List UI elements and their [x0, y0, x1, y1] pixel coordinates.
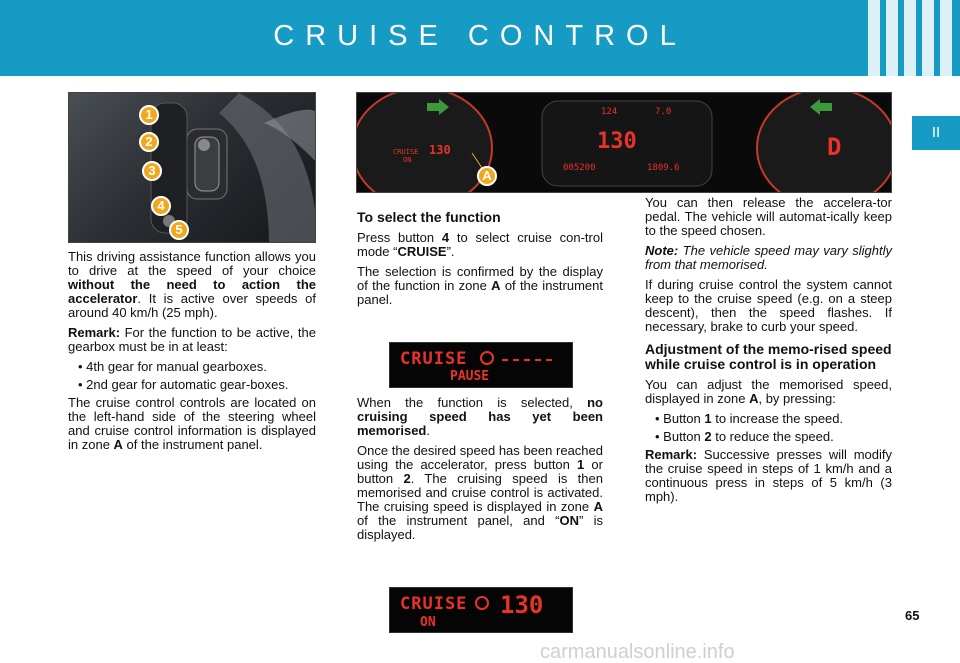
- instrument-panel-photo: [356, 92, 892, 193]
- dash-trip: 1809.6: [647, 163, 680, 173]
- speedometer-icon: [480, 351, 494, 365]
- callout-3: 3: [142, 161, 162, 181]
- dash-cruise-label: CRUISE: [393, 148, 419, 156]
- select-function-heading: To select the function: [357, 209, 501, 225]
- dash-on-label: ON: [403, 156, 412, 164]
- lcd-on-line2: ON: [420, 615, 436, 630]
- lcd-pause-line2: PAUSE: [450, 369, 490, 384]
- dash-gear-indicator: D: [827, 133, 842, 161]
- select-p1: Press button 4 to select cruise con-trol mode “CRUISE”.: [357, 230, 603, 259]
- column-intro: [68, 250, 316, 458]
- column-adjustment: [645, 196, 892, 510]
- controls-paragraph: The cruise control controls are located on the left-hand side of the steering wheel and cruise control information is displayed in zone A of the instrument panel.: [68, 395, 316, 452]
- dash-odometer: 005200: [563, 163, 596, 173]
- select-p3: When the function is selected, no cruising speed has yet been memorised.: [357, 395, 603, 438]
- callout-2: 2: [139, 132, 159, 152]
- remark-paragraph: Remark: For the function to be active, the gearbox must be in at least:: [68, 325, 316, 354]
- note-paragraph: Note: The vehicle speed may vary slightly from that memorised.: [645, 243, 892, 272]
- system-limit-paragraph: If during cruise control the system cannot keep to the cruise speed (e.g. on a steep descent), then the speed flashes. If necessary, brake to curb your speed.: [645, 277, 892, 334]
- column-select-function: [357, 202, 603, 313]
- lcd-cruise-on: [389, 587, 573, 633]
- adjust-paragraph: You can adjust the memorised speed, displayed in zone A, by pressing:: [645, 377, 892, 406]
- dash-speed-display: 130: [597, 129, 637, 154]
- dash-cruise-speed: 130: [429, 143, 451, 157]
- bullet-automatic-gearbox: • 2nd gear for automatic gear-boxes.: [78, 377, 289, 392]
- bullet-reduce-speed: • Button 2 to reduce the speed.: [655, 429, 834, 444]
- lcd-on-line1: CRUISE: [400, 594, 468, 614]
- lcd-pause-line1: CRUISE: [400, 349, 468, 369]
- bullet-manual-gearbox: • 4th gear for manual gearboxes.: [78, 359, 267, 374]
- intro-paragraph: This driving assistance function allows you to drive at the speed of your choice without the need to action the accelerator. It is active over speeds of around 40 km/h (25 mph).: [68, 249, 316, 320]
- dash-center-top-1: 124: [601, 107, 618, 117]
- adjustment-heading: Adjustment of the memo-rised speed while cruise control is in operation: [645, 341, 892, 372]
- dash-placeholder: [502, 359, 552, 361]
- callout-a: A: [477, 166, 497, 186]
- steering-wheel-photo: [68, 92, 316, 243]
- lcd-cruise-pause: [389, 342, 573, 388]
- speedometer-icon: [475, 596, 489, 610]
- dash-center-top-2: 7.0: [655, 107, 672, 117]
- callout-4: 4: [151, 196, 171, 216]
- remark-steps-paragraph: Remark: Successive presses will modify the cruise speed in steps of 1 km/h and a continuous press in steps of 5 km/h (3 mph).: [645, 447, 892, 504]
- page-title: CRUISE CONTROL: [273, 20, 687, 52]
- watermark: carmanualsonline.info: [540, 641, 735, 663]
- header-stripes: [868, 0, 952, 76]
- steering-wheel-illustration: [69, 93, 316, 243]
- column-select-function-cont: [357, 396, 603, 548]
- page-number: 65: [905, 608, 920, 623]
- chapter-tab[interactable]: II: [912, 116, 960, 150]
- lcd-on-speed: 130: [500, 591, 544, 619]
- callout-1: 1: [139, 105, 159, 125]
- header-bar: [0, 0, 960, 76]
- select-p4: Once the desired speed has been reached using the accelerator, press button 1 or button 2. The cruising speed is then memorised and cruise control is activated. The cruising speed is displayed in zone A of the instrument panel, and “ON” is displayed.: [357, 443, 603, 542]
- bullet-increase-speed: • Button 1 to increase the speed.: [655, 411, 844, 426]
- release-pedal-paragraph: You can then release the accelera-tor pedal. The vehicle will automat-ically keep to the speed chosen.: [645, 195, 892, 238]
- select-p2: The selection is confirmed by the display of the function in zone A of the instrument panel.: [357, 264, 603, 307]
- callout-5: 5: [169, 220, 189, 240]
